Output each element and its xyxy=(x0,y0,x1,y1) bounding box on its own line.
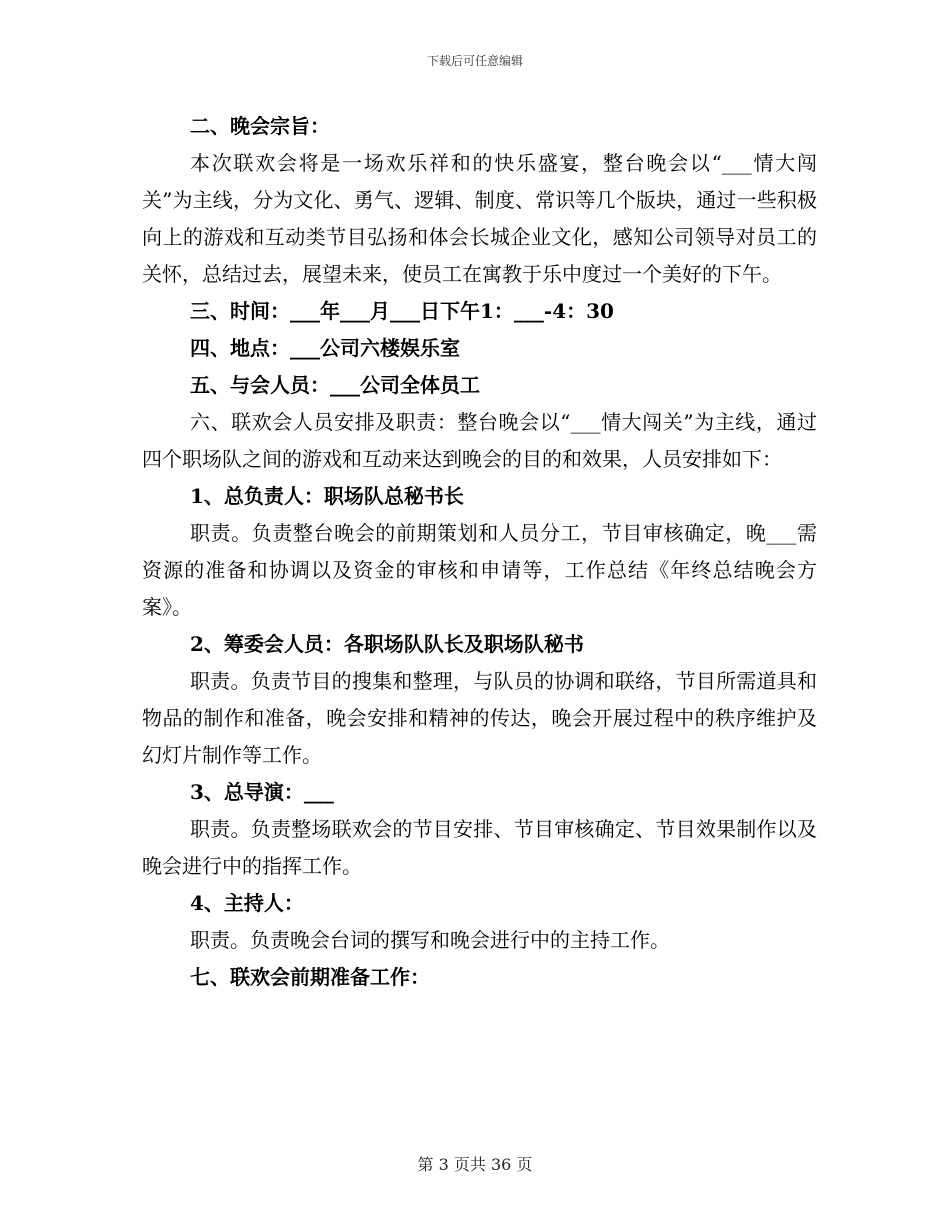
section-heading-purpose: 二、晚会宗旨： xyxy=(190,114,330,138)
document-body xyxy=(142,108,817,996)
section-heading-location: 四、地点：___公司六楼娱乐室 xyxy=(190,336,460,360)
section-heading-attendees: 五、与会人员：___公司全体员工 xyxy=(190,373,480,397)
paragraph-chief-duties: 职责。负责整台晚会的前期策划和人员分工，节目审核确定，晚___需资源的准备和协调以及资金的审核和申请等，工作总结《年终总结晚会方案》。 xyxy=(142,521,817,619)
subheading-chief: 1、总负责人：职场队总秘书长 xyxy=(190,484,464,508)
paragraph-host-duties: 职责。负责晚会台词的撰写和晚会进行中的主持工作。 xyxy=(190,928,670,952)
subheading-host: 4、主持人： xyxy=(190,891,304,915)
page-number: 第 3 页共 36 页 xyxy=(417,1155,533,1174)
subheading-director: 3、总导演：___ xyxy=(190,780,334,804)
page-header: 下载后可任意编辑 xyxy=(426,54,523,68)
paragraph-committee-duties: 职责。负责节目的搜集和整理，与队员的协调和联络，节目所需道具和物品的制作和准备，晚会安排和精神的传达，晚会开展过程中的秩序维护及幻灯片制作等工作。 xyxy=(142,669,817,767)
paragraph-director-duties: 职责。负责整场联欢会的节目安排、节目审核确定、节目效果制作以及晚会进行中的指挥工作。 xyxy=(142,817,817,878)
section-heading-time: 三、时间：___年___月___日下午1：___-4：30 xyxy=(190,299,614,323)
paragraph-staffing: 六、联欢会人员安排及职责：整台晚会以“___情大闯关”为主线，通过四个职场队之间的游戏和互动来达到晚会的目的和效果，人员安排如下： xyxy=(142,410,817,471)
section-heading-preparation: 七、联欢会前期准备工作： xyxy=(190,965,430,989)
paragraph-purpose: 本次联欢会将是一场欢乐祥和的快乐盛宴，整台晚会以“___情大闯关”为主线，分为文化、勇气、逻辑、制度、常识等几个版块，通过一些积极向上的游戏和互动类节目弘扬和体会长城企业文化，感知公司领导对员工的关怀，总结过去，展望未来，使员工在寓教于乐中度过一个美好的下午。 xyxy=(142,151,817,286)
subheading-committee: 2、筹委会人员：各职场队队长及职场队秘书 xyxy=(190,632,584,656)
